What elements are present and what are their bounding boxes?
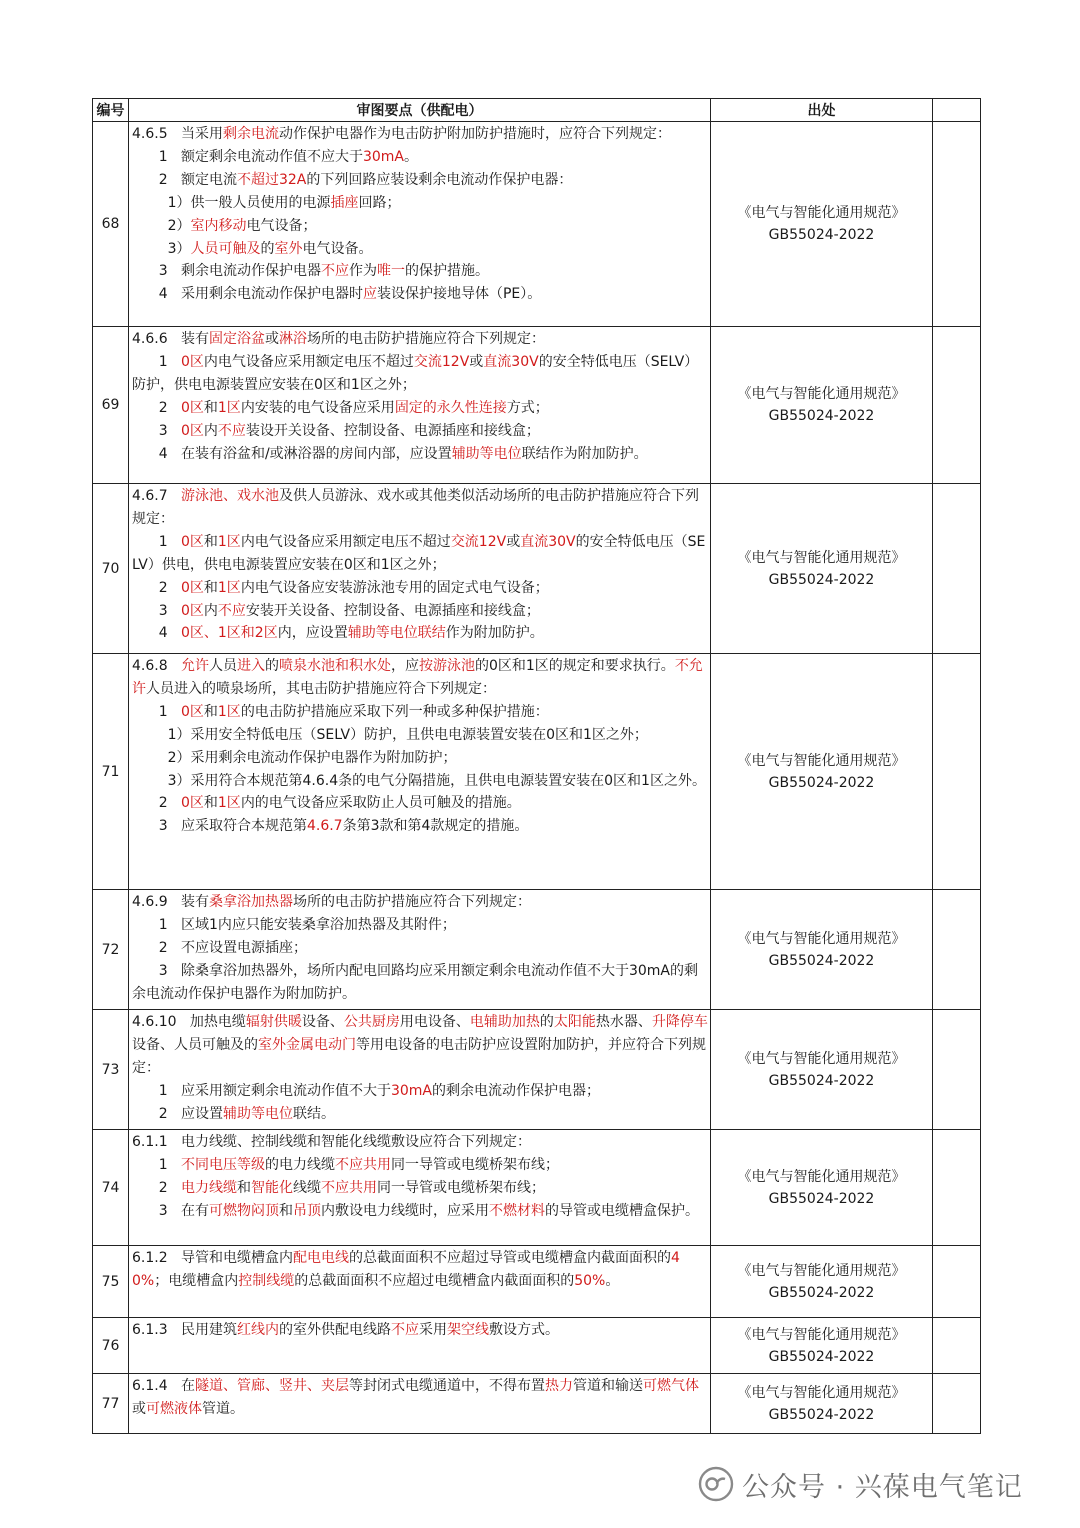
row-number: 69 [93,327,129,484]
header-source: 出处 [711,99,933,122]
highlighted-keyword: 按游泳池 [418,658,475,674]
clause-text: 1）供一般人员使用的电源 [132,194,331,211]
clause-text: 内电气设备应采用额定电压不超过 [203,353,414,370]
clause-line [132,701,708,724]
clause-text: 的室外供配电线路 [278,1322,391,1338]
highlighted-keyword: 30mA [362,148,404,165]
clause-text: 同一导管或电缆桥架布线； [390,1156,559,1173]
clause-text: 及供人员游泳、戏水或其他类似活动场所的电击防护措施应符合下列规定： [132,488,699,527]
clause-line [132,328,708,351]
clause-text: 或 [132,1400,146,1417]
clause-text: 内 [203,602,218,619]
clause-line [132,1154,708,1177]
highlighted-keyword: 电辅助加热 [469,1014,540,1030]
clause-text: 线缆 [292,1179,321,1196]
clause-text: 联结。 [292,1105,335,1122]
clause-text: 电气设备。 [302,240,373,257]
review-points-table [92,98,981,1434]
clause-text: 内，应设置 [277,625,348,642]
highlighted-keyword: 0区 [180,795,204,812]
highlighted-keyword: 不应 [390,1322,419,1338]
clause-line [132,747,708,770]
clause-text: 和 [203,399,218,416]
clause-text: 电气设备； [246,217,317,234]
header-number: 编号 [93,99,129,122]
highlighted-keyword: 0区 [180,703,204,720]
review-point-text [129,327,711,484]
clause-text: 装设保护接地导体（PE）。 [376,286,542,303]
highlighted-keyword: 辅助等电位 [222,1105,293,1122]
clause-line [132,1080,708,1103]
clause-text: 1 [132,353,181,370]
clause-text: 同一导管或电缆桥架布线； [376,1179,545,1196]
highlighted-keyword: 不允许 [132,658,703,697]
clause-text: 1 [132,533,181,550]
clause-text: 1）采用安全特低电压（SELV）防护，且供电电源装置安装在0区和1区之外； [132,726,648,743]
highlighted-keyword: 0区 [180,422,204,439]
blank-cell [933,654,981,890]
clause-line [132,770,708,793]
source-reference [711,1318,933,1374]
clause-line [132,351,708,397]
blank-cell [933,1130,981,1246]
clause-line [132,1131,708,1154]
review-point-text [129,1130,711,1246]
source-code: GB55024-2022 [768,1190,875,1207]
clause-text: 1 应采用额定剩余电流动作值不大于 [132,1082,391,1099]
clause-line [132,215,708,238]
header-blank [933,99,981,122]
clause-line [132,792,708,815]
clause-text: 装设开关设备、控制设备、电源插座和接线盒； [245,422,540,439]
clause-line [132,622,708,645]
review-point-text [129,484,711,654]
highlighted-keyword: 可燃物闷顶 [208,1202,279,1219]
table-row [93,1246,981,1318]
clause-line [132,192,708,215]
highlighted-keyword: 1区 [217,533,241,550]
clause-line [132,577,708,600]
clause-text: 或 [506,533,521,550]
source-code: GB55024-2022 [768,571,875,588]
clause-line [132,960,708,1006]
source-code: GB55024-2022 [768,1406,875,1423]
table-row [93,654,981,890]
clause-text: 条第3款和第4款规定的措施。 [342,818,529,835]
highlighted-keyword: 不应 [217,602,246,619]
highlighted-keyword: 喷泉水池和积水处 [278,658,391,674]
highlighted-keyword: 可燃气体 [642,1378,699,1394]
blank-cell [933,1318,981,1374]
highlighted-keyword: 可燃液体 [146,1400,202,1417]
clause-text: 的总截面面积不应超过电缆槽盒内截面面积的 [294,1272,575,1289]
highlighted-keyword: 热力 [544,1378,573,1394]
highlighted-keyword: 不同电压等级 [180,1156,265,1173]
clause-text: 2 [132,579,181,596]
clause-text: 的 [539,1014,554,1030]
source-title: 《电气与智能化通用规范》 [737,1050,906,1067]
clause-text: 。 [404,148,418,165]
clause-text: 的 [260,240,275,257]
highlighted-keyword: 0区 [180,602,204,619]
clause-text: 3 [132,602,181,619]
clause-text: 人员进入的喷泉场所，其电击防护措施应符合下列规定： [146,680,496,697]
highlighted-keyword: 控制线缆 [238,1272,295,1289]
clause-text: 2 额定电流 [132,171,237,188]
clause-text: 6.1.1 电力线缆、控制线缆和智能化线缆敷设应符合下列规定： [132,1134,531,1150]
review-point-text [129,1318,711,1374]
clause-line [132,600,708,623]
clause-text: 2 [132,795,181,812]
highlighted-keyword: 允许 [180,658,209,674]
clause-text: 6.1.3 民用建筑 [132,1322,237,1338]
clause-text: 4.6.10 加热电缆 [132,1014,246,1030]
clause-text: ；电缆槽盒内 [154,1272,239,1289]
clause-text: 4.6.8 [132,658,181,674]
clause-line [132,1177,708,1200]
highlighted-keyword: 升降停车 [651,1014,708,1030]
clause-line [132,937,708,960]
clause-text: 3）采用符合本规范第4.6.4条的电气分隔措施，且供电电源装置安装在0区和1区之外。 [132,772,706,789]
row-number: 68 [93,122,129,327]
highlighted-keyword: 剩余电流 [222,126,279,142]
blank-cell [933,890,981,1010]
blank-cell [933,122,981,327]
table-row [93,1010,981,1130]
source-title: 《电气与智能化通用规范》 [737,1168,906,1185]
source-code: GB55024-2022 [768,952,875,969]
clause-text: 和 [203,703,218,720]
highlighted-keyword: 隧道、管廊、竖井、夹层 [194,1378,349,1394]
clause-text: 和 [236,1179,251,1196]
clause-line [132,1247,708,1293]
clause-text: 的剩余电流动作保护电器； [432,1082,600,1099]
source-title: 《电气与智能化通用规范》 [737,549,906,566]
clause-text: 2） [132,217,191,234]
highlighted-keyword: 30mA [390,1082,432,1099]
source-reference [711,1130,933,1246]
clause-text: 和 [203,579,218,596]
clause-line [132,123,708,146]
row-number: 71 [93,654,129,890]
row-number: 75 [93,1246,129,1318]
source-code: GB55024-2022 [768,408,875,424]
review-point-text [129,1246,711,1318]
clause-line [132,1375,708,1421]
highlighted-keyword: 4.6.7 [306,818,343,835]
highlighted-keyword: 吊顶 [292,1202,321,1219]
clause-text: 内电气设备应采用额定电压不超过 [240,533,451,550]
clause-line [132,891,708,914]
source-title: 《电气与智能化通用规范》 [737,205,906,221]
row-number: 76 [93,1318,129,1374]
clause-text: 管道和输送 [572,1378,643,1394]
clause-text: 作为 [348,263,377,280]
highlighted-keyword: 桑拿浴加热器 [208,894,293,910]
highlighted-keyword: 应 [362,286,377,303]
source-reference [711,654,933,890]
clause-text: 的总截面面积不应超过导管或电缆槽盒内截面面积的 [348,1250,671,1266]
highlighted-keyword: 50% [574,1272,606,1289]
highlighted-keyword: 0区 [180,533,204,550]
clause-text: 的电力线缆 [264,1156,335,1173]
source-reference [711,1374,933,1434]
source-title: 《电气与智能化通用规范》 [737,752,906,769]
blank-cell [933,1374,981,1434]
highlighted-keyword: 0区、1区和2区 [180,625,278,642]
blank-cell [933,484,981,654]
clause-text: 2 应设置 [132,1105,223,1122]
clause-line [132,485,708,531]
highlighted-keyword: 辐射供暖 [245,1014,302,1030]
header-review-points: 审图要点（供配电） [129,99,711,122]
review-point-text [129,654,711,890]
clause-text: 热水器、 [595,1014,652,1030]
highlighted-keyword: 固定的永久性连接 [394,399,507,416]
highlighted-keyword: 红线内 [236,1322,279,1338]
highlighted-keyword: 进入 [236,658,265,674]
highlighted-keyword: 0区 [180,353,204,370]
clause-line [132,260,708,283]
clause-text: 4 在装有浴盆和/或淋浴器的房间内部，应设置 [132,445,452,462]
blank-cell [933,1010,981,1130]
clause-line [132,531,708,577]
clause-text: 3 应采取符合本规范第 [132,818,307,835]
source-code: GB55024-2022 [768,1348,875,1365]
clause-text: 的导管或电缆槽盒保护。 [544,1202,699,1219]
clause-text: 6.1.4 在 [132,1378,195,1394]
source-reference [711,1010,933,1130]
watermark [698,1462,1023,1506]
clause-text: 和 [203,795,218,812]
clause-text: 的保护措施。 [404,263,489,280]
highlighted-keyword: 人员可触及 [190,240,261,257]
clause-text: 安装开关设备、控制设备、电源插座和接线盒； [245,602,540,619]
clause-line [132,397,708,420]
clause-line [132,655,708,701]
clause-text: 4.6.6 装有 [132,331,209,347]
clause-text: 内电气设备应安装游泳池专用的固定式电气设备； [240,579,549,596]
table-body [93,122,981,1434]
clause-text: 2 不应设置电源插座； [132,939,307,956]
clause-text: 的安全特低电压（SELV）防护，供电电源装置应安装在0区和1区之外； [132,353,699,393]
clause-text: 内安装的电气设备应采用 [240,399,395,416]
clause-text: 1 [132,1156,181,1173]
clause-text: 的安全特低电压（SELV）供电，供电电源装置应安装在0区和1区之外； [132,533,706,573]
clause-text: 等封闭式电缆通道中，不得布置 [348,1378,545,1394]
clause-text: 和 [203,533,218,550]
clause-text: 内敷设电力线缆时，应采用 [320,1202,489,1219]
highlighted-keyword: 1区 [217,579,241,596]
review-point-text [129,890,711,1010]
clause-text: 1 区域1内应只能安装桑拿浴加热器及其附件； [132,916,456,933]
source-code: GB55024-2022 [768,1072,875,1089]
highlighted-keyword: 电力线缆 [180,1179,237,1196]
row-number: 74 [93,1130,129,1246]
clause-text: 2 [132,399,181,416]
clause-text: 设备、 [301,1014,344,1030]
row-number: 77 [93,1374,129,1434]
wechat-official-account-icon [698,1466,734,1502]
source-code: GB55024-2022 [768,227,875,243]
standards-review-table-sheet [92,98,980,1434]
clause-text: 2）采用剩余电流动作保护电器作为附加防护； [132,749,457,766]
clause-text: 3） [132,240,191,257]
clause-text: 用电设备、 [399,1014,470,1030]
highlighted-keyword: 不应 [217,422,246,439]
highlighted-keyword: 不应 [320,263,349,280]
clause-text: 4 采用剩余电流动作保护电器时 [132,286,363,303]
watermark-text: 公众号 · 兴葆电气笔记 [742,1471,1023,1503]
source-title: 《电气与智能化通用规范》 [737,1262,906,1279]
row-number: 73 [93,1010,129,1130]
highlighted-keyword: 交流12V [413,353,470,370]
clause-text: 场所的电击防护措施应符合下列规定： [306,331,545,347]
highlighted-keyword: 直流30V [520,533,576,550]
clause-text: 方式； [506,399,549,416]
highlighted-keyword: 智能化 [250,1179,293,1196]
source-title: 《电气与智能化通用规范》 [737,1326,906,1343]
clause-text: 的 [264,658,279,674]
blank-cell [933,327,981,484]
clause-line [132,238,708,261]
source-code: GB55024-2022 [768,1284,875,1301]
source-reference [711,890,933,1010]
blank-cell [933,1246,981,1318]
clause-line [132,1319,708,1342]
clause-text: 的0区和1区的规定和要求执行。 [474,658,675,674]
highlighted-keyword: 公共厨房 [343,1014,400,1030]
source-title: 《电气与智能化通用规范》 [737,1384,906,1401]
highlighted-keyword: 1区 [217,795,241,812]
highlighted-keyword: 0区 [180,399,204,416]
source-title: 《电气与智能化通用规范》 [737,386,906,402]
review-point-text [129,122,711,327]
clause-text: 回路； [358,194,401,211]
highlighted-keyword: 不燃材料 [488,1202,545,1219]
source-title: 《电气与智能化通用规范》 [737,930,906,947]
clause-text: 内 [203,422,218,439]
highlighted-keyword: 0区 [180,579,204,596]
highlighted-keyword: 唯一 [376,263,405,280]
clause-text: 等用电设备的电击防护应设置附加防护，并应符合下列规定： [132,1036,706,1076]
clause-line [132,1103,708,1126]
review-point-text [129,1010,711,1130]
clause-text: 敷设方式。 [488,1322,559,1338]
source-reference [711,1246,933,1318]
table-row [93,1130,981,1246]
clause-text: 4.6.5 当采用 [132,126,223,142]
table-row [93,122,981,327]
highlighted-keyword: 不应共用 [334,1156,391,1173]
highlighted-keyword: 不应共用 [320,1179,377,1196]
review-point-text [129,1374,711,1434]
clause-text: 或 [264,331,279,347]
highlighted-keyword: 淋浴 [278,331,307,347]
clause-text: 或 [469,353,484,370]
table-row [93,890,981,1010]
clause-text: 6.1.2 导管和电缆槽盒内 [132,1250,293,1266]
clause-text: 内的电气设备应采取防止人员可触及的措施。 [240,795,521,812]
clause-line [132,914,708,937]
table-row [93,327,981,484]
clause-text: 。 [605,1272,620,1289]
highlighted-keyword: 室内移动 [190,217,247,234]
highlighted-keyword: 交流12V [450,533,507,550]
highlighted-keyword: 室外 [274,240,303,257]
clause-text: 4 [132,625,181,642]
table-row [93,1374,981,1434]
clause-text: 和 [278,1202,293,1219]
clause-text: 3 剩余电流动作保护电器 [132,263,321,280]
clause-text: 4.6.9 装有 [132,894,209,910]
source-reference [711,484,933,654]
clause-text: 的下列回路应装设剩余电流动作保护电器： [306,171,573,188]
clause-text: 联结作为附加防护。 [521,445,648,462]
clause-text: 人员 [208,658,237,674]
clause-text: 1 [132,703,181,720]
table-row [93,484,981,654]
clause-text: 设备、人员可触及的 [132,1036,258,1053]
clause-line [132,1200,708,1223]
clause-text: 动作保护电器作为电击防护附加防护措施时，应符合下列规定： [278,126,671,142]
clause-line [132,815,708,838]
highlighted-keyword: 辅助等电位联结 [347,625,446,642]
clause-line [132,1011,708,1080]
source-reference [711,327,933,484]
clause-text: 2 [132,1179,181,1196]
highlighted-keyword: 架空线 [446,1322,489,1338]
clause-text: 3 [132,422,181,439]
clause-text: 3 除桑拿浴加热器外，场所内配电回路均应采用额定剩余电流动作值不大于30mA的剩余电流动作保护电器作为附加防护。 [132,962,698,1002]
clause-text: ，应 [390,658,419,674]
highlighted-keyword: 室外金属电动门 [258,1036,356,1053]
clause-text: 4.6.7 [132,488,181,504]
source-reference [711,122,933,327]
highlighted-keyword: 配电电线 [292,1250,349,1266]
clause-text: 管道。 [202,1400,244,1417]
highlighted-keyword: 1区 [217,399,241,416]
highlighted-keyword: 不超过32A [236,171,307,188]
clause-line [132,420,708,443]
row-number: 70 [93,484,129,654]
clause-text: 的电击防护措施应采取下列一种或多种保护措施： [240,703,549,720]
clause-text: 场所的电击防护措施应符合下列规定： [292,894,531,910]
clause-text: 作为附加防护。 [445,625,544,642]
highlighted-keyword: 固定浴盆 [208,331,265,347]
table-header-row [93,99,981,122]
highlighted-keyword: 1区 [217,703,241,720]
highlighted-keyword: 太阳能 [553,1014,596,1030]
clause-text: 1 额定剩余电流动作值不应大于 [132,148,363,165]
clause-text: 3 在有 [132,1202,209,1219]
table-row [93,1318,981,1374]
clause-line [132,283,708,306]
clause-text: 采用 [418,1322,447,1338]
clause-line [132,443,708,466]
highlighted-keyword: 插座 [330,194,359,211]
source-code: GB55024-2022 [768,774,875,791]
clause-line [132,169,708,192]
highlighted-keyword: 游泳池、戏水池 [180,488,279,504]
row-number: 72 [93,890,129,1010]
highlighted-keyword: 直流30V [483,353,539,370]
clause-line [132,146,708,169]
clause-line [132,724,708,747]
highlighted-keyword: 40% [132,1250,680,1289]
highlighted-keyword: 辅助等电位 [451,445,522,462]
